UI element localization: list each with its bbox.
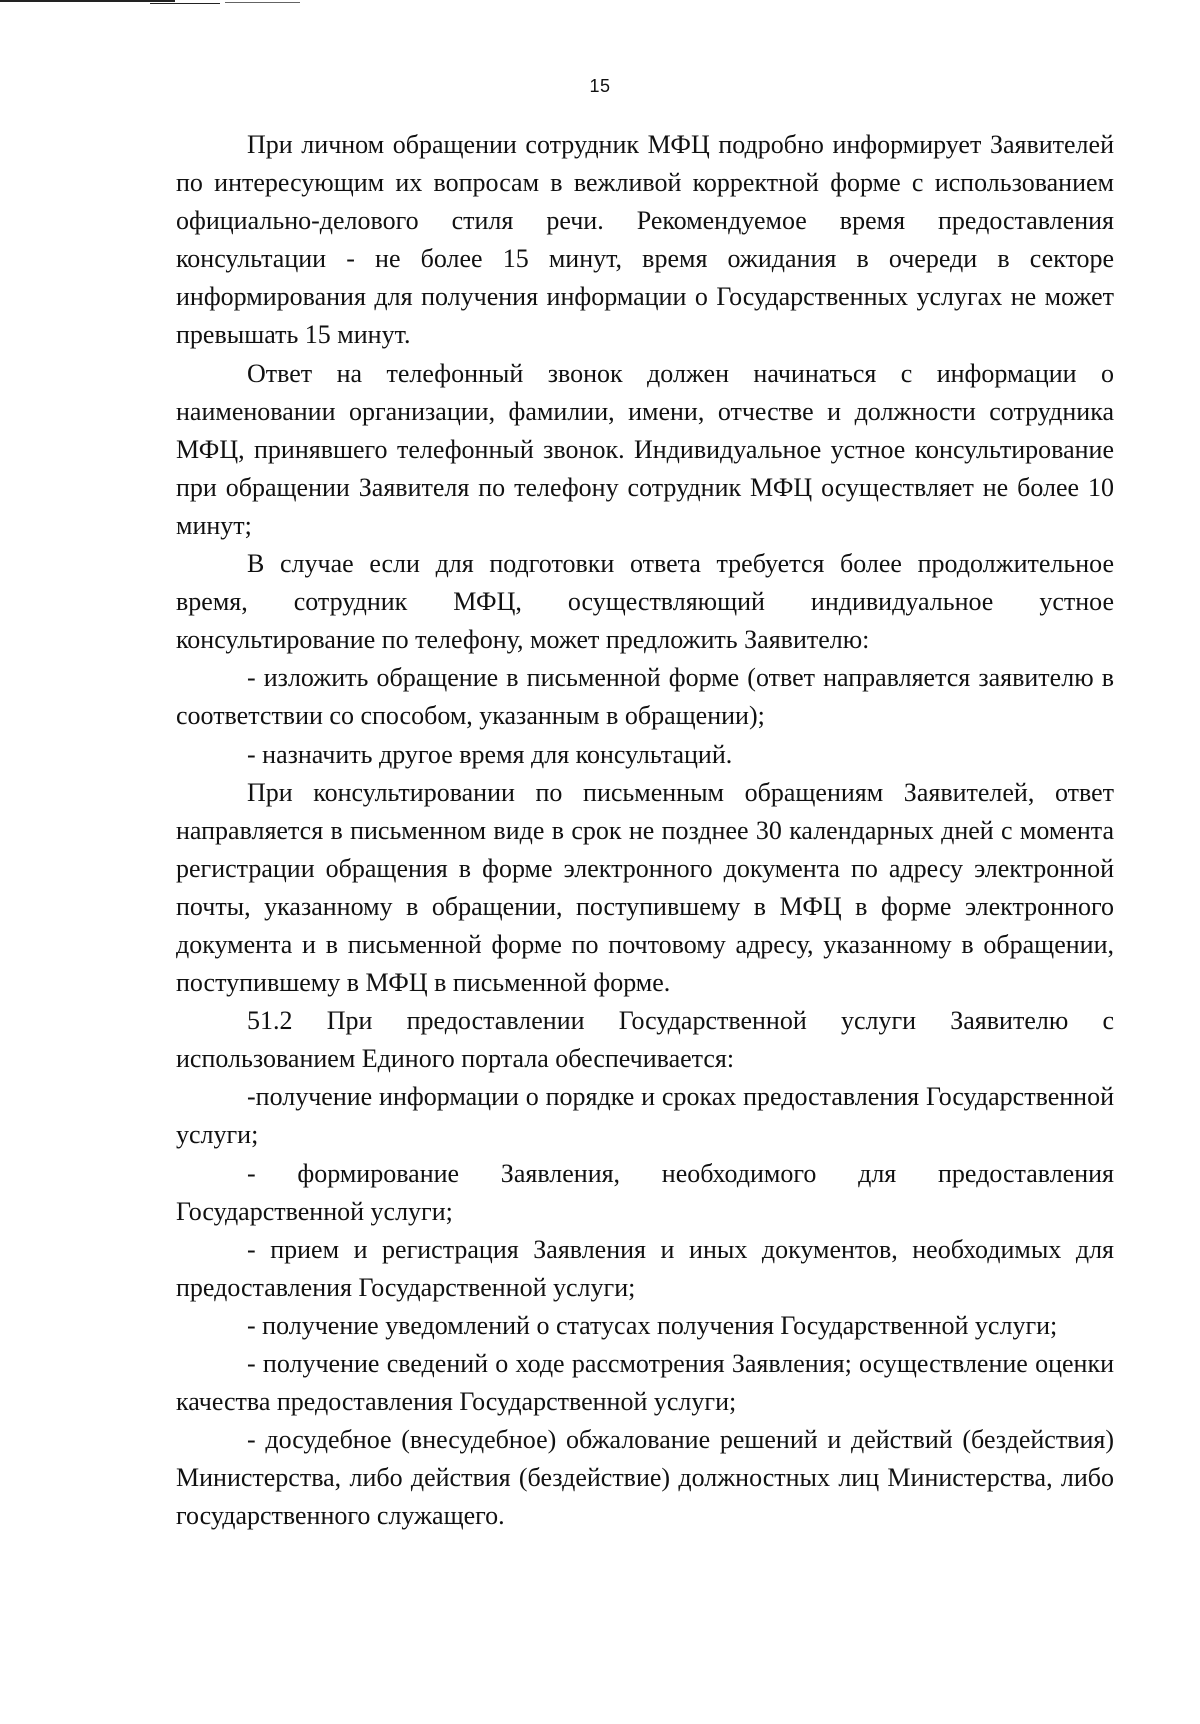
list-item: - получение уведомлений о статусах получения Государственной услуги; bbox=[247, 1310, 1058, 1340]
document-body bbox=[176, 126, 1114, 1535]
list-item: - изложить обращение в письменной форме (ответ направляется заявителю в соответствии со способом, указанным в обращении); bbox=[176, 663, 1114, 731]
scan-edge-mark bbox=[0, 0, 175, 2]
paragraph: При личном обращении сотрудник МФЦ подробно информирует Заявителей по интересующим их вопросам в вежливой корректной форме с использованием официально-делового стиля речи. Рекомендуемое время предоставления консультации - не более 15 минут, время ожидания в очереди в секторе информирования для получения информации о Государственных услугах не может превышать 15 минут. bbox=[176, 130, 1114, 350]
list-item: -получение информации о порядке и сроках предоставления Государственной услуги; bbox=[176, 1082, 1114, 1150]
page-number: 15 bbox=[589, 76, 611, 96]
paragraph: 51.2 При предоставлении Государственной услуги Заявителю с использованием Единого портала обеспечивается: bbox=[176, 1006, 1114, 1074]
list-item: - получение сведений о ходе рассмотрения Заявления; осуществление оценки качества предоставления Государственной услуги; bbox=[176, 1349, 1114, 1417]
paragraph: При консультировании по письменным обращениям Заявителей, ответ направляется в письменном виде в срок не позднее 30 календарных дней с момента регистрации обращения в форме электронного документа по адресу электронной почты, указанному в обращении, поступившему в МФЦ в форме электронного документа и в письменной форме по почтовому адресу, указанному в обращении, поступившему в МФЦ в письменной форме. bbox=[176, 777, 1114, 998]
scan-edge-mark bbox=[150, 3, 220, 4]
paragraph: В случае если для подготовки ответа требуется более продолжительное время, сотрудник МФЦ, осуществляющий индивидуальное устное консультирование по телефону, может предложить Заявителю: bbox=[176, 549, 1114, 655]
list-item: - досудебное (внесудебное) обжалование решений и действий (бездействия) Министерства, либо действия (бездействие) должностных лиц Министерства, либо государственного служащего. bbox=[176, 1425, 1114, 1531]
list-item: - формирование Заявления, необходимого для предоставления Государственной услуги; bbox=[176, 1158, 1114, 1226]
scan-edge-mark bbox=[225, 2, 300, 3]
list-item: - прием и регистрация Заявления и иных документов, необходимых для предоставления Государственной услуги; bbox=[176, 1234, 1114, 1302]
list-item: - назначить другое время для консультаций. bbox=[247, 739, 733, 769]
paragraph: Ответ на телефонный звонок должен начинаться с информации о наименовании организации, фамилии, имени, отчестве и должности сотрудника МФЦ, принявшего телефонный звонок. Индивидуальное устное консультирование при обращении Заявителя по телефону сотрудник МФЦ осуществляет не более 10 минут; bbox=[176, 358, 1114, 540]
